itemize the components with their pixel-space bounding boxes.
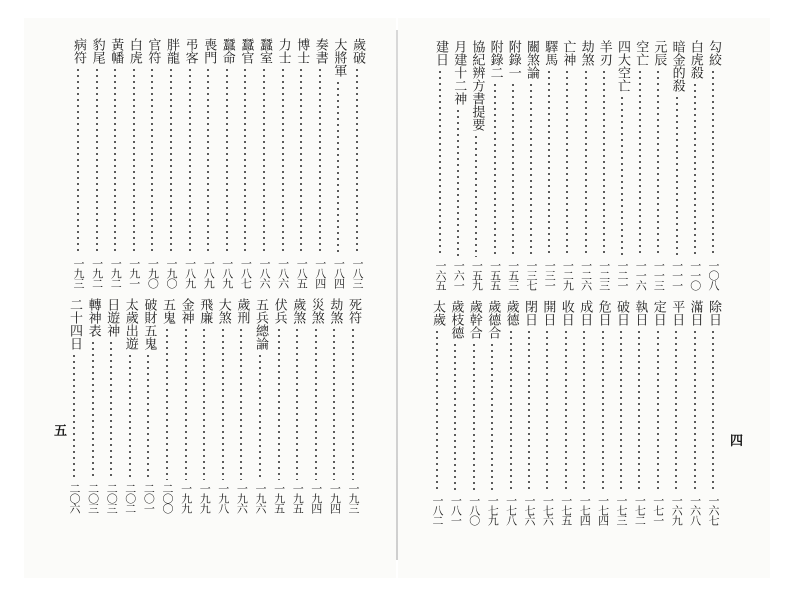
toc-entry	[348, 38, 366, 288]
toc-entry-title: 伏兵	[271, 298, 287, 324]
toc-entry-title: 歲破	[350, 38, 365, 64]
toc-entry	[449, 40, 467, 290]
toc-entry	[486, 40, 504, 290]
toc-entry	[467, 40, 485, 290]
dot-leader	[620, 329, 622, 492]
toc-entry-page: 一八九	[202, 258, 216, 288]
toc-entry	[686, 300, 704, 525]
toc-entry-page: 一八四	[313, 258, 327, 288]
dot-leader	[356, 67, 358, 255]
dot-leader	[226, 67, 228, 255]
toc-entry-title: 收日	[558, 300, 574, 326]
toc-entry	[522, 40, 540, 290]
dot-leader	[583, 329, 585, 492]
toc-entry-title: 元辰	[651, 40, 667, 66]
toc-entry-title: 暗金的殺	[669, 40, 685, 92]
toc-entry	[143, 38, 161, 288]
dot-leader	[639, 69, 641, 257]
dot-leader	[454, 342, 456, 492]
toc-entry-title: 建日	[433, 40, 448, 66]
toc-entry-page: 一八七	[239, 258, 253, 288]
toc-entry-page: 一七一	[651, 495, 665, 525]
toc-entry-title: 蠶官	[238, 38, 254, 64]
toc-entry	[557, 300, 575, 525]
toc-entry-page: 一〇八	[707, 260, 720, 290]
toc-entry	[158, 298, 176, 513]
toc-entry-title: 平日	[669, 300, 685, 326]
dot-leader	[166, 327, 168, 480]
toc-entry	[502, 300, 520, 525]
toc-entry-page: 二〇六	[68, 483, 81, 513]
toc-entry-title: 破日	[614, 300, 629, 326]
toc-entry-page: 一六五	[434, 260, 447, 290]
toc-entry	[577, 40, 595, 290]
dot-leader	[621, 95, 623, 257]
dot-leader	[333, 327, 335, 480]
toc-entry-title: 大煞	[215, 298, 231, 324]
toc-entry-title: 五兵總論	[253, 298, 268, 350]
toc-entry	[630, 300, 648, 525]
toc-entry-page: 一二九	[561, 260, 575, 290]
toc-entry	[594, 300, 612, 525]
toc-entry	[520, 300, 538, 525]
toc-entry	[465, 300, 483, 525]
toc-entry-title: 破財五鬼	[141, 298, 157, 350]
dot-leader	[712, 329, 714, 492]
toc-entry-page: 一八三	[351, 258, 364, 288]
toc-entry-page: 一九〇	[165, 258, 178, 288]
toc-entry-title: 歲刑	[234, 298, 250, 324]
toc-entry-title: 附錄一	[505, 40, 521, 79]
toc-entry	[504, 40, 522, 290]
toc-entry	[307, 298, 325, 513]
toc-entry	[65, 298, 83, 513]
toc-entry-title: 開日	[540, 300, 556, 326]
toc-entry-page: 一九二	[109, 258, 123, 288]
toc-entry-page: 一八二	[431, 495, 444, 525]
dot-leader	[657, 69, 659, 257]
toc-entry-title: 太歲	[430, 300, 445, 326]
toc-entry-title: 歲德	[503, 300, 519, 326]
toc-entry-page: 二〇三	[105, 483, 119, 513]
dot-leader	[114, 67, 116, 255]
dot-leader	[77, 67, 79, 255]
toc-entry	[428, 300, 446, 525]
dot-leader	[185, 327, 187, 480]
toc-entry-page: 二〇三	[86, 483, 100, 513]
dot-leader	[546, 329, 548, 492]
book-gutter	[396, 30, 398, 560]
dot-leader	[73, 353, 75, 480]
dot-leader	[510, 329, 512, 492]
dot-leader	[300, 67, 302, 255]
dot-leader	[244, 67, 246, 255]
toc-entry-title: 滿日	[687, 300, 703, 326]
dot-leader	[337, 80, 339, 255]
toc-entry	[270, 298, 288, 513]
toc-entry-page: 一一六	[634, 260, 648, 290]
dot-leader	[203, 327, 205, 480]
dot-leader	[657, 329, 659, 492]
toc-entry	[595, 40, 613, 290]
toc-entry-title: 病符	[71, 38, 86, 64]
dot-leader	[603, 69, 605, 257]
toc-entry-page: 一二三	[597, 260, 611, 290]
toc-entry-page: 一九五	[272, 483, 286, 513]
dot-leader	[263, 67, 265, 255]
toc-entry-title: 執日	[632, 300, 648, 326]
toc-entry	[538, 300, 556, 525]
toc-entry-title: 歲德合	[485, 300, 501, 339]
dot-leader	[96, 67, 98, 255]
toc-entry-title: 二十四日	[67, 298, 82, 350]
toc-entry-title: 羊刃	[596, 40, 612, 66]
toc-entry-title: 月建十二神	[451, 40, 467, 105]
toc-entry	[84, 298, 102, 513]
toc-entry-title: 勾絞	[706, 40, 721, 66]
toc-entry	[288, 298, 306, 513]
toc-entry-title: 力士	[275, 38, 291, 64]
toc-entry-page: 一七九	[486, 495, 500, 525]
dot-leader	[512, 82, 514, 257]
toc-entry-page: 一五三	[506, 260, 520, 290]
toc-entry-page: 一二六	[579, 260, 593, 290]
toc-entry-page: 一八九	[220, 258, 234, 288]
toc-entry-page: 一九九	[198, 483, 212, 513]
dot-leader	[602, 329, 604, 492]
toc-entry-title: 白虎	[126, 38, 142, 64]
toc-entry-page: 一一一	[670, 260, 684, 290]
toc-entry-title: 喪門	[201, 38, 217, 64]
toc-entry	[106, 38, 124, 288]
toc-entry	[69, 38, 87, 288]
toc-entry	[218, 38, 236, 288]
toc-entry-title: 五鬼	[160, 298, 175, 324]
dot-leader	[282, 67, 284, 255]
toc-entry-page: 一七六	[541, 495, 555, 525]
toc-entry	[446, 300, 464, 525]
toc-entry-page: 一一〇	[688, 260, 702, 290]
toc-entry-page: 一八五	[295, 258, 309, 288]
toc-entry-page: 一八六	[276, 258, 290, 288]
dot-leader	[436, 329, 438, 492]
toc-entry-title: 轉神表	[85, 298, 101, 337]
toc-entry-title: 附錄二	[487, 40, 503, 79]
dot-leader	[189, 67, 191, 255]
toc-entry-title: 亡神	[560, 40, 576, 66]
toc-entry-title: 驛馬	[542, 40, 558, 66]
toc-entry	[88, 38, 106, 288]
toc-entry	[162, 38, 180, 288]
dot-leader	[675, 329, 677, 492]
toc-entry	[631, 40, 649, 290]
toc-entry	[199, 38, 217, 288]
toc-entry-title: 除日	[706, 300, 721, 326]
toc-entry-title: 成日	[577, 300, 593, 326]
dot-leader	[566, 69, 568, 257]
toc-entry	[649, 300, 667, 525]
toc-entry-title: 博士	[294, 38, 310, 64]
toc-entry-page: 一三七	[525, 260, 538, 290]
dot-leader	[207, 67, 209, 255]
toc-entry-page: 一一三	[652, 260, 666, 290]
toc-entry	[686, 40, 704, 290]
toc-entry-page: 一九四	[309, 483, 323, 513]
dot-leader	[319, 67, 321, 255]
right-page-number: 四	[730, 434, 744, 449]
toc-entry-title: 蠶命	[219, 38, 235, 64]
toc-entry-title: 空亡	[633, 40, 649, 66]
toc-entry	[139, 298, 157, 513]
dot-leader	[170, 67, 172, 255]
dot-leader	[315, 327, 317, 480]
toc-entry-page: 一八九	[183, 258, 197, 288]
dot-leader	[133, 67, 135, 255]
toc-entry-title: 金神	[178, 298, 194, 324]
toc-entry-title: 歲枝德	[448, 300, 464, 339]
dot-leader	[92, 340, 94, 480]
toc-entry-page: 一九三	[72, 258, 85, 288]
dot-leader	[712, 69, 714, 257]
toc-entry-page: 一六一	[452, 260, 466, 290]
toc-entry-title: 白虎殺	[687, 40, 703, 79]
toc-entry-page: 一九一	[127, 258, 141, 288]
dot-leader	[585, 69, 587, 257]
toc-entry	[558, 40, 576, 290]
toc-entry-page: 一七八	[504, 495, 518, 525]
dot-leader	[110, 340, 112, 480]
toc-entry	[311, 38, 329, 288]
toc-entry-title: 日遊神	[104, 298, 120, 337]
toc-entry-page: 一七三	[615, 495, 628, 525]
toc-entry	[121, 298, 139, 513]
toc-entry-page: 一七四	[596, 495, 610, 525]
toc-entry-page: 一六七	[707, 495, 720, 525]
toc-entry-page: 一九五	[291, 483, 305, 513]
toc-entry-page: 一三一	[543, 260, 557, 290]
dot-leader	[296, 327, 298, 480]
toc-entry-page: 一九二	[90, 258, 104, 288]
toc-entry-page: 一九三	[347, 483, 360, 513]
toc-entry-title: 死符	[346, 298, 361, 324]
toc-entry-title: 劫煞	[578, 40, 594, 66]
toc-entry	[704, 300, 722, 525]
toc-entry	[236, 38, 254, 288]
toc-entry-page: 一七五	[559, 495, 573, 525]
toc-entry-title: 定日	[650, 300, 666, 326]
toc-entry	[540, 40, 558, 290]
dot-leader	[222, 327, 224, 480]
toc-entry-title: 劫煞	[327, 298, 343, 324]
dot-leader	[638, 329, 640, 492]
toc-entry-title: 災煞	[308, 298, 324, 324]
toc-entry	[195, 298, 213, 513]
toc-entry-page: 一九四	[328, 483, 342, 513]
toc-entry-page: 一二一	[616, 260, 629, 290]
toc-entry-title: 太歲出遊	[122, 298, 138, 350]
dot-leader	[565, 329, 567, 492]
toc-entry-title: 奏書	[312, 38, 328, 64]
toc-entry-page: 一六九	[670, 495, 684, 525]
toc-entry-page: 一八六	[258, 258, 271, 288]
toc-entry	[667, 300, 685, 525]
dot-leader	[473, 342, 475, 492]
left-page-number: 五	[54, 424, 68, 439]
toc-entry	[668, 40, 686, 290]
toc-entry	[613, 40, 631, 290]
toc-entry	[232, 298, 250, 513]
dot-leader	[528, 329, 530, 492]
toc-entry-page: 一九六	[254, 483, 267, 513]
toc-entry-title: 四大空亡	[615, 40, 630, 92]
toc-entry-page: 一九六	[235, 483, 249, 513]
dot-leader	[494, 82, 496, 257]
toc-entry	[102, 298, 120, 513]
toc-entry-title: 閉日	[522, 300, 537, 326]
dot-leader	[439, 69, 441, 257]
toc-entry-title: 黃幡	[108, 38, 124, 64]
toc-entry-title: 飛廉	[197, 298, 213, 324]
toc-entry-title: 關煞論	[524, 40, 539, 79]
toc-entry-page: 一九九	[179, 483, 193, 513]
toc-entry-title: 大將軍	[331, 38, 347, 77]
toc-entry	[181, 38, 199, 288]
toc-entry-title: 豹尾	[89, 38, 105, 64]
toc-entry-title: 危日	[595, 300, 611, 326]
dot-leader	[240, 327, 242, 480]
toc-entry	[292, 38, 310, 288]
toc-entry-page: 一八一	[449, 495, 463, 525]
toc-entry	[255, 38, 273, 288]
dot-leader	[151, 67, 153, 255]
toc-entry-page: 二〇〇	[161, 483, 174, 513]
toc-entry	[575, 300, 593, 525]
toc-entry-page: 一七二	[633, 495, 647, 525]
toc-entry-page: 一八四	[332, 258, 346, 288]
toc-entry	[431, 40, 449, 290]
dot-leader	[548, 69, 550, 257]
toc-entry	[612, 300, 630, 525]
dot-leader	[129, 353, 131, 480]
dot-leader	[694, 329, 696, 492]
toc-entry	[251, 298, 269, 513]
toc-entry-page: 一七六	[523, 495, 536, 525]
dot-leader	[475, 134, 477, 257]
toc-entry	[214, 298, 232, 513]
toc-entry-title: 蠶室	[257, 38, 272, 64]
dot-leader	[352, 327, 354, 480]
toc-entry-title: 歲幹合	[466, 300, 482, 339]
toc-entry	[274, 38, 292, 288]
dot-leader	[259, 353, 261, 480]
toc-entry-title: 胖龍	[164, 38, 179, 64]
toc-entry	[344, 298, 362, 513]
dot-leader	[278, 327, 280, 480]
toc-entry-page: 一五九	[470, 260, 484, 290]
toc-entry-title: 弔客	[182, 38, 198, 64]
toc-entry-page: 一五五	[488, 260, 502, 290]
toc-entry-page: 一九〇	[146, 258, 160, 288]
toc-entry	[325, 298, 343, 513]
toc-entry-page: 二〇一	[142, 483, 156, 513]
toc-entry	[704, 40, 722, 290]
toc-entry-title: 官符	[145, 38, 161, 64]
dot-leader	[147, 353, 149, 480]
toc-entry	[483, 300, 501, 525]
toc-entry-page: 一六八	[688, 495, 702, 525]
toc-entry-page: 一八〇	[467, 495, 481, 525]
toc-entry-page: 二〇二	[123, 483, 137, 513]
toc-entry-title: 協紀辨方書提要	[469, 40, 485, 131]
dot-leader	[457, 108, 459, 257]
dot-leader	[491, 342, 493, 492]
toc-entry	[329, 38, 347, 288]
toc-entry	[649, 40, 667, 290]
toc-entry	[125, 38, 143, 288]
toc-entry	[177, 298, 195, 513]
toc-entry-page: 一九八	[216, 483, 230, 513]
dot-leader	[676, 95, 678, 257]
toc-entry-title: 歲煞	[290, 298, 306, 324]
dot-leader	[530, 82, 532, 257]
dot-leader	[694, 82, 696, 257]
toc-entry-page: 一七四	[578, 495, 592, 525]
